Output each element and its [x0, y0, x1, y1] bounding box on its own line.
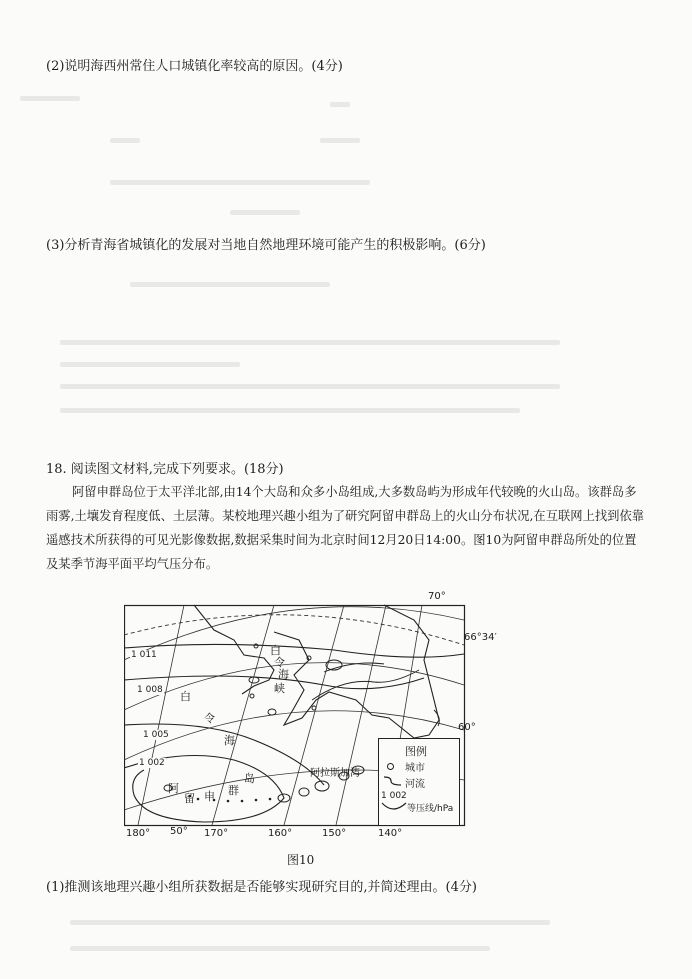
label-aleutian-2: 留: [184, 792, 195, 805]
label-bering-sea-1: 白: [180, 690, 191, 703]
label-aleutian-3: 申: [204, 790, 215, 803]
label-strait-4: 峡: [274, 682, 285, 695]
bleed-through-line: [70, 946, 490, 951]
question-17-3: (3)分析青海省城镇化的发展对当地自然地理环境可能产生的积极影响。(6分): [46, 238, 486, 253]
lon-label-160: 160°: [268, 828, 293, 839]
rivers: [312, 663, 439, 726]
bleed-through-line: [330, 102, 350, 107]
islands: [164, 660, 364, 802]
city-icon: [387, 763, 394, 770]
lat-label-66-34: 66°34′: [464, 632, 497, 643]
isobar-label-1002: 1 002: [139, 758, 165, 768]
legend-city: 城市: [405, 763, 425, 774]
river-icon: [383, 775, 403, 787]
question-18-material: 阿留申群岛位于太平洋北部,由14个大岛和众多小岛组成,大多数岛屿为形成年代较晚的火山岛。该群岛多雨雾,土壤发育程度低、土层薄。某校地理兴趣小组为了研究阿留申群岛上的火山分布状况,在互联网上找到依靠遥感技术所获得的可见光影像数据,数据采集时间为北京时间12月20日14:00。图10为阿留申群岛所处的位置及某季节海平面平均气压分布。: [46, 485, 645, 571]
label-gulf-of-alaska: 阿拉斯加湾: [310, 768, 360, 779]
label-strait-3: 海: [278, 668, 289, 681]
lon-label-180: 180°: [126, 828, 151, 839]
question-17-2: (2)说明海西州常住人口城镇化率较高的原因。(4分): [46, 59, 343, 74]
bleed-through-line: [110, 180, 370, 185]
question-18-header: 18. 阅读图文材料,完成下列要求。(18分): [46, 462, 284, 477]
lon-label-170: 170°: [204, 828, 229, 839]
legend-title: 图例: [405, 745, 427, 758]
bleed-through-line: [20, 96, 80, 101]
bleed-through-line: [110, 138, 140, 143]
bleed-through-line: [230, 210, 300, 215]
legend-isobar-value: 1 002: [381, 791, 407, 801]
lon-label-150: 150°: [322, 828, 347, 839]
map-legend: [378, 738, 460, 826]
label-bering-sea-3: 海: [224, 734, 235, 747]
bleed-through-line: [130, 282, 330, 287]
bleed-through-line: [320, 138, 360, 143]
isobar-icon: [381, 799, 407, 815]
label-bering-sea-2: 令: [204, 712, 215, 725]
siberia-coast: [194, 605, 274, 694]
lat-label-50: 50°: [170, 826, 188, 837]
question-18-1: (1)推测该地理兴趣小组所获数据是否能够实现研究目的,并简述理由。(4分): [46, 880, 477, 895]
label-strait-1: 白: [270, 644, 281, 657]
isobar-label-1005: 1 005: [143, 730, 169, 740]
bleed-through-line: [70, 920, 550, 925]
label-strait-2: 令: [274, 656, 285, 669]
isobar-label-1011: 1 011: [131, 650, 157, 660]
label-aleutian-4: 群: [228, 784, 239, 797]
bleed-through-line: [60, 362, 240, 367]
legend-river: 河流: [405, 779, 425, 790]
bleed-through-line: [60, 408, 520, 413]
bleed-through-line: [60, 340, 560, 345]
figure-10-map: [124, 600, 466, 836]
isobar-label-1008: 1 008: [137, 685, 163, 695]
lat-label-70: 70°: [428, 591, 446, 602]
bleed-through-line: [60, 384, 560, 389]
legend-isobar: 等压线/hPa: [407, 804, 454, 814]
figure-caption: 图10: [287, 853, 315, 867]
label-aleutian-5: 岛: [244, 772, 255, 785]
label-aleutian-1: 阿: [168, 782, 179, 795]
lon-label-140: 140°: [378, 828, 403, 839]
lat-label-60: 60°: [458, 722, 476, 733]
